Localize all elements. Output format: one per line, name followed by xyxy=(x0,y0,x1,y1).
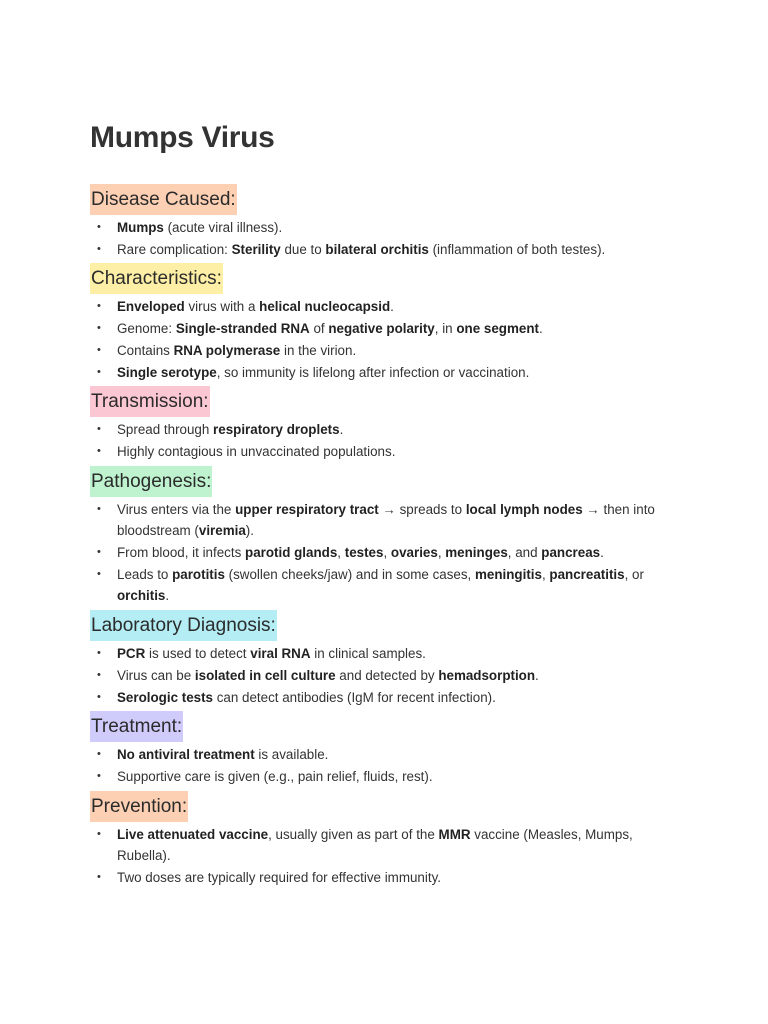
bold-term: meningitis xyxy=(475,566,542,582)
text-run: . xyxy=(339,422,344,438)
bold-term: MMR xyxy=(438,826,471,842)
bold-term: one segment xyxy=(456,321,539,337)
text-run: (inflammation of both testes). xyxy=(428,241,606,257)
bullet-list xyxy=(90,217,690,260)
list-item xyxy=(90,217,690,239)
text-run: Contains xyxy=(117,342,174,358)
bold-term: Mumps xyxy=(117,220,164,235)
section-characteristics xyxy=(90,263,690,383)
bold-term: orchitis xyxy=(117,588,166,604)
bold-term: ovaries xyxy=(390,545,438,561)
list-item xyxy=(90,296,690,318)
section-heading: Disease Caused: xyxy=(90,184,237,215)
text-run: Virus can be xyxy=(117,667,195,683)
text-run: Spread through xyxy=(117,422,214,438)
list-item xyxy=(90,564,690,607)
text-run: , xyxy=(541,566,550,582)
list-item xyxy=(90,419,690,441)
bullet-list xyxy=(90,643,690,708)
text-run: , in xyxy=(434,321,457,337)
list-item xyxy=(90,665,690,687)
text-run: can detect antibodies (IgM for recent infection). xyxy=(213,689,496,705)
list-item xyxy=(90,318,690,340)
text-run: of xyxy=(309,321,329,337)
text-run: Supportive care is given (e.g., pain relief, fluids, rest). xyxy=(117,768,433,784)
sections-container xyxy=(90,184,690,889)
text-run: , xyxy=(337,545,345,561)
bold-term: negative polarity xyxy=(328,321,435,337)
bold-term: parotid glands xyxy=(245,545,338,561)
text-run: (swollen cheeks/jaw) and in some cases, xyxy=(224,566,475,582)
text-run: Two doses are typically required for effective immunity. xyxy=(117,870,441,886)
bold-term: hemadsorption xyxy=(438,667,536,683)
bold-term: local lymph nodes xyxy=(465,501,583,517)
bold-term: PCR xyxy=(117,646,146,662)
bold-term: Single-stranded RNA xyxy=(175,321,310,337)
text-run: , so immunity is lifelong after infection or vaccination. xyxy=(216,364,530,380)
page-title: Mumps Virus xyxy=(90,121,275,154)
text-run: , usually given as part of the xyxy=(268,826,439,842)
section-heading: Laboratory Diagnosis: xyxy=(90,610,277,641)
section-heading: Transmission: xyxy=(90,386,210,417)
text-run: virus with a xyxy=(184,299,260,315)
list-item xyxy=(90,867,690,889)
text-run: Genome: xyxy=(117,321,176,337)
text-run: , xyxy=(383,545,391,561)
text-run: in the virion. xyxy=(280,342,357,358)
bullet-list xyxy=(90,824,690,889)
text-run: in clinical samples. xyxy=(310,646,426,662)
bold-term: No antiviral treatment xyxy=(117,747,255,763)
bold-term: Live attenuated vaccine xyxy=(117,826,269,842)
text-run: vaccine (Measles, Mumps, Rubella). xyxy=(117,826,633,864)
section-disease-caused xyxy=(90,184,690,260)
bullet-list xyxy=(90,419,690,462)
bold-term: viremia xyxy=(198,523,246,539)
section-prevention xyxy=(90,791,690,889)
text-run: (acute viral illness). xyxy=(163,220,283,235)
bold-term: Enveloped xyxy=(117,299,185,315)
bold-term: parotitis xyxy=(172,566,225,582)
text-run: Virus enters via the xyxy=(117,501,236,517)
document-body xyxy=(90,116,690,892)
list-item xyxy=(90,744,690,766)
bold-term: RNA polymerase xyxy=(173,342,281,358)
text-run: . xyxy=(535,667,539,683)
list-item xyxy=(90,499,690,542)
section-heading: Pathogenesis: xyxy=(90,466,212,497)
list-item xyxy=(90,643,690,665)
list-item xyxy=(90,441,690,463)
text-run: → then into bloodstream ( xyxy=(117,501,655,539)
text-run: ). xyxy=(245,523,254,539)
list-item xyxy=(90,766,690,788)
text-run: , or xyxy=(624,566,644,582)
list-item xyxy=(90,542,690,564)
section-heading: Treatment: xyxy=(90,711,183,742)
text-run: Highly contagious in unvaccinated populations. xyxy=(117,443,396,459)
bold-term: Sterility xyxy=(231,241,281,257)
text-run: is available. xyxy=(254,747,329,763)
text-run: . xyxy=(390,299,394,315)
bold-term: Single serotype xyxy=(117,364,217,380)
bold-term: pancreatitis xyxy=(549,566,625,582)
text-run: , and xyxy=(507,545,542,561)
bold-term: meninges xyxy=(445,545,508,561)
section-heading: Prevention: xyxy=(90,791,188,822)
list-item xyxy=(90,340,690,362)
text-run: due to xyxy=(280,241,326,257)
bullet-list xyxy=(90,499,690,608)
bold-term: helical nucleocapsid xyxy=(259,299,391,315)
section-transmission xyxy=(90,386,690,462)
bold-term: viral RNA xyxy=(250,646,311,662)
bold-term: isolated in cell culture xyxy=(194,667,336,683)
section-heading: Characteristics: xyxy=(90,263,223,294)
text-run: and detected by xyxy=(335,667,439,683)
list-item xyxy=(90,362,690,384)
bold-term: upper respiratory tract xyxy=(235,501,379,517)
list-item xyxy=(90,239,690,261)
section-pathogenesis xyxy=(90,466,690,608)
section-treatment xyxy=(90,711,690,787)
bold-term: testes xyxy=(344,545,384,561)
text-run: . xyxy=(600,545,604,561)
text-run: → spreads to xyxy=(378,501,466,517)
text-run: From blood, it infects xyxy=(117,545,246,561)
text-run: is used to detect xyxy=(145,646,251,662)
text-run: . xyxy=(538,321,543,337)
bold-term: bilateral orchitis xyxy=(325,241,429,257)
bold-term: Serologic tests xyxy=(117,689,213,705)
bold-term: respiratory droplets xyxy=(213,422,340,438)
bullet-list xyxy=(90,744,690,787)
text-run: , xyxy=(437,545,446,561)
text-run: . xyxy=(165,588,170,604)
bold-term: pancreas xyxy=(541,545,601,561)
text-run: Rare complication: xyxy=(117,241,232,257)
bullet-list xyxy=(90,296,690,383)
list-item xyxy=(90,687,690,709)
text-run: Leads to xyxy=(117,566,173,582)
list-item xyxy=(90,824,690,867)
section-laboratory-diagnosis xyxy=(90,610,690,708)
